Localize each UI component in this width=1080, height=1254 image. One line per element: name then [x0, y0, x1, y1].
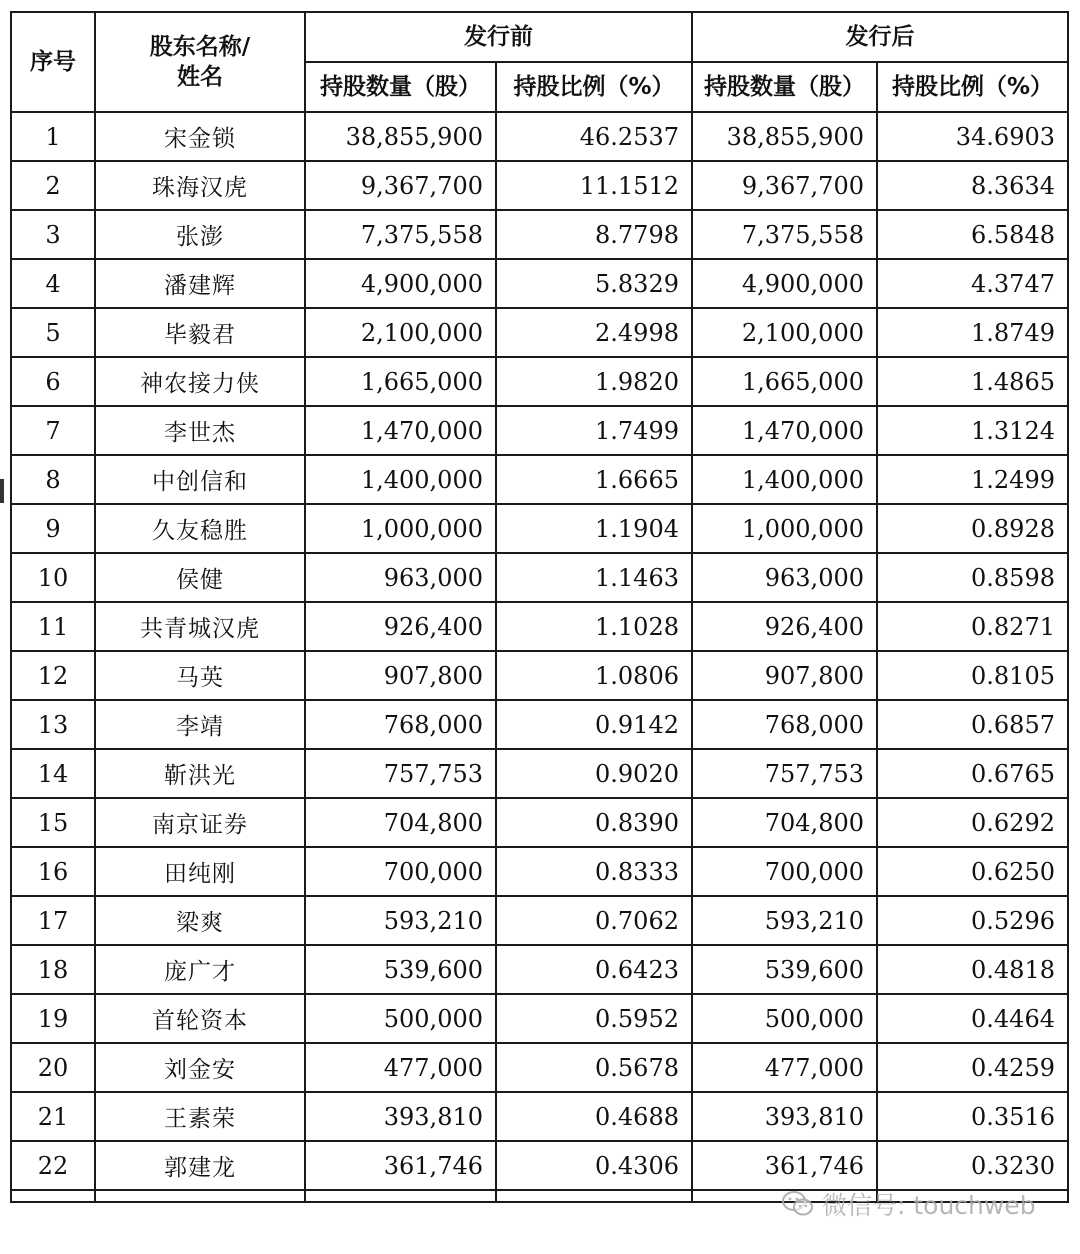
table-row — [11, 455, 1068, 504]
cell-index: 16 — [11, 847, 95, 896]
cell-ratio-after: 0.8105 — [877, 651, 1068, 700]
cell-index: 19 — [11, 994, 95, 1043]
cell-ratio-after: 0.6292 — [877, 798, 1068, 847]
cell-shares-before: 1,470,000 — [305, 406, 496, 455]
cell-shareholder-name: 南京证券 — [95, 798, 305, 847]
cell-index: 17 — [11, 896, 95, 945]
watermark — [782, 1186, 1036, 1222]
cell-ratio-before: 5.8329 — [496, 259, 692, 308]
cell-shareholder-name: 郭建龙 — [95, 1141, 305, 1190]
cell-shareholder-name: 王素荣 — [95, 1092, 305, 1141]
shareholder-table-container — [10, 11, 1069, 1203]
cell-shares-after: 1,470,000 — [692, 406, 877, 455]
cell-shares-after: 593,210 — [692, 896, 877, 945]
cell-ratio-after: 34.6903 — [877, 112, 1068, 161]
cell-shares-after: 7,375,558 — [692, 210, 877, 259]
cell-index: 6 — [11, 357, 95, 406]
cell-ratio-before: 2.4998 — [496, 308, 692, 357]
wechat-icon — [782, 1190, 814, 1218]
cell-ratio-before: 1.1028 — [496, 602, 692, 651]
table-row — [11, 1141, 1068, 1190]
table-row — [11, 945, 1068, 994]
cell-shareholder-name: 神农接力侠 — [95, 357, 305, 406]
cell-shares-before: 1,000,000 — [305, 504, 496, 553]
cell-ratio-after: 0.6250 — [877, 847, 1068, 896]
cell-shares-after: 704,800 — [692, 798, 877, 847]
cell-index: 18 — [11, 945, 95, 994]
cell-shareholder-name: 李世杰 — [95, 406, 305, 455]
cell-shareholder-name: 宋金锁 — [95, 112, 305, 161]
header-shares-after: 持股数量（股） — [692, 62, 877, 112]
cell-shareholder-name: 梁爽 — [95, 896, 305, 945]
cell-shares-after: 38,855,900 — [692, 112, 877, 161]
cell-index: 3 — [11, 210, 95, 259]
cell-ratio-before: 0.4306 — [496, 1141, 692, 1190]
cell-shares-after: 9,367,700 — [692, 161, 877, 210]
cell-ratio-before: 1.1463 — [496, 553, 692, 602]
cell-shares-after: 1,000,000 — [692, 504, 877, 553]
table-row — [11, 161, 1068, 210]
cell-shareholder-name: 中创信和 — [95, 455, 305, 504]
cell-index: 20 — [11, 1043, 95, 1092]
table-row — [11, 553, 1068, 602]
cell-shares-before: 4,900,000 — [305, 259, 496, 308]
cell-ratio-before: 46.2537 — [496, 112, 692, 161]
cell-ratio-after: 1.2499 — [877, 455, 1068, 504]
cell-shares-before: 7,375,558 — [305, 210, 496, 259]
cell-shareholder-name: 久友稳胜 — [95, 504, 305, 553]
cell-ratio-after: 0.8598 — [877, 553, 1068, 602]
cell-ratio-after: 1.3124 — [877, 406, 1068, 455]
cell-shares-before: 38,855,900 — [305, 112, 496, 161]
table-row — [11, 210, 1068, 259]
cell-index: 8 — [11, 455, 95, 504]
cell-shares-before: 1,400,000 — [305, 455, 496, 504]
cell-shares-after: 539,600 — [692, 945, 877, 994]
cell-shares-after: 926,400 — [692, 602, 877, 651]
cell-shares-before: 500,000 — [305, 994, 496, 1043]
table-row — [11, 896, 1068, 945]
cell-shares-before: 700,000 — [305, 847, 496, 896]
table-row — [11, 847, 1068, 896]
cell-shareholder-name: 田纯刚 — [95, 847, 305, 896]
cell-shares-before: 926,400 — [305, 602, 496, 651]
cell-shareholder-name: 珠海汉虎 — [95, 161, 305, 210]
cell-shareholder-name: 潘建辉 — [95, 259, 305, 308]
cell-shares-before: 2,100,000 — [305, 308, 496, 357]
cell-index: 9 — [11, 504, 95, 553]
cell-index: 21 — [11, 1092, 95, 1141]
header-after-issuance: 发行后 — [692, 12, 1068, 62]
cell-shares-after: 757,753 — [692, 749, 877, 798]
cell-index: 7 — [11, 406, 95, 455]
table-header — [11, 12, 1068, 112]
cell-index: 12 — [11, 651, 95, 700]
cell-shares-after: 2,100,000 — [692, 308, 877, 357]
table-row — [11, 798, 1068, 847]
cell-ratio-after: 4.3747 — [877, 259, 1068, 308]
cell-ratio-after: 0.8928 — [877, 504, 1068, 553]
cell-ratio-after: 0.3516 — [877, 1092, 1068, 1141]
table-row — [11, 1043, 1068, 1092]
cell-shares-after: 4,900,000 — [692, 259, 877, 308]
cell-shareholder-name: 张澎 — [95, 210, 305, 259]
cell-shareholder-name: 庞广才 — [95, 945, 305, 994]
cell-ratio-after: 0.8271 — [877, 602, 1068, 651]
table-row — [11, 357, 1068, 406]
cell-ratio-before: 1.9820 — [496, 357, 692, 406]
cell-shareholder-name: 马英 — [95, 651, 305, 700]
cell-shareholder-name: 靳洪光 — [95, 749, 305, 798]
table-body — [11, 112, 1068, 1202]
cell-index: 14 — [11, 749, 95, 798]
cell-shares-after: 393,810 — [692, 1092, 877, 1141]
cell-index: 22 — [11, 1141, 95, 1190]
table-row — [11, 602, 1068, 651]
cell-ratio-before: 0.9020 — [496, 749, 692, 798]
cell-ratio-after: 0.3230 — [877, 1141, 1068, 1190]
cell-shares-after: 1,665,000 — [692, 357, 877, 406]
table-row — [11, 994, 1068, 1043]
watermark-text: 微信号: touchweb — [822, 1191, 1036, 1220]
cell-ratio-before: 0.8333 — [496, 847, 692, 896]
cell-shares-before: 361,746 — [305, 1141, 496, 1190]
cell-shareholder-name: 共青城汉虎 — [95, 602, 305, 651]
cell-ratio-after: 8.3634 — [877, 161, 1068, 210]
cell-index: 11 — [11, 602, 95, 651]
table-row — [11, 749, 1068, 798]
header-name — [95, 12, 305, 112]
empty-cell — [11, 1190, 95, 1202]
table-row — [11, 651, 1068, 700]
cell-ratio-after: 0.4818 — [877, 945, 1068, 994]
cell-shares-after: 963,000 — [692, 553, 877, 602]
cell-shares-before: 963,000 — [305, 553, 496, 602]
header-name-line2: 姓名 — [177, 64, 223, 90]
header-name-line1: 股东名称/ — [149, 34, 251, 60]
cell-shares-after: 1,400,000 — [692, 455, 877, 504]
cell-shares-after: 907,800 — [692, 651, 877, 700]
cell-index: 5 — [11, 308, 95, 357]
cell-shares-after: 700,000 — [692, 847, 877, 896]
cell-ratio-before: 0.5678 — [496, 1043, 692, 1092]
cell-ratio-before: 1.7499 — [496, 406, 692, 455]
cell-index: 2 — [11, 161, 95, 210]
cell-ratio-before: 1.1904 — [496, 504, 692, 553]
cell-ratio-before: 0.4688 — [496, 1092, 692, 1141]
cell-shares-before: 9,367,700 — [305, 161, 496, 210]
cell-shares-after: 768,000 — [692, 700, 877, 749]
table-row — [11, 259, 1068, 308]
table-row — [11, 406, 1068, 455]
cell-shares-before: 477,000 — [305, 1043, 496, 1092]
cell-shares-before: 907,800 — [305, 651, 496, 700]
header-before-issuance: 发行前 — [305, 12, 692, 62]
cell-shares-before: 393,810 — [305, 1092, 496, 1141]
cell-ratio-after: 1.4865 — [877, 357, 1068, 406]
header-index: 序号 — [11, 12, 95, 112]
cell-ratio-after: 0.4259 — [877, 1043, 1068, 1092]
cell-index: 15 — [11, 798, 95, 847]
cell-shares-before: 768,000 — [305, 700, 496, 749]
cell-ratio-after: 0.4464 — [877, 994, 1068, 1043]
cell-ratio-before: 0.5952 — [496, 994, 692, 1043]
table-row — [11, 700, 1068, 749]
cell-ratio-before: 8.7798 — [496, 210, 692, 259]
cell-ratio-after: 0.5296 — [877, 896, 1068, 945]
cell-ratio-before: 0.6423 — [496, 945, 692, 994]
table-row — [11, 504, 1068, 553]
cell-shareholder-name: 毕毅君 — [95, 308, 305, 357]
cell-ratio-before: 1.6665 — [496, 455, 692, 504]
cell-shares-before: 704,800 — [305, 798, 496, 847]
cell-index: 4 — [11, 259, 95, 308]
cell-index: 1 — [11, 112, 95, 161]
cell-shares-after: 477,000 — [692, 1043, 877, 1092]
cell-shareholder-name: 李靖 — [95, 700, 305, 749]
cell-shares-before: 757,753 — [305, 749, 496, 798]
table-row — [11, 1092, 1068, 1141]
table-row — [11, 112, 1068, 161]
empty-cell — [496, 1190, 692, 1202]
cell-ratio-after: 0.6765 — [877, 749, 1068, 798]
empty-cell — [305, 1190, 496, 1202]
cell-shareholder-name: 侯健 — [95, 553, 305, 602]
cell-index: 10 — [11, 553, 95, 602]
header-ratio-before: 持股比例（%） — [496, 62, 692, 112]
cell-ratio-before: 11.1512 — [496, 161, 692, 210]
cell-shares-after: 500,000 — [692, 994, 877, 1043]
cell-shares-before: 539,600 — [305, 945, 496, 994]
cell-shares-before: 593,210 — [305, 896, 496, 945]
empty-cell — [95, 1190, 305, 1202]
margin-mark — [0, 479, 4, 503]
cell-ratio-before: 1.0806 — [496, 651, 692, 700]
cell-ratio-before: 0.9142 — [496, 700, 692, 749]
cell-index: 13 — [11, 700, 95, 749]
cell-ratio-before: 0.7062 — [496, 896, 692, 945]
cell-shares-after: 361,746 — [692, 1141, 877, 1190]
cell-ratio-after: 6.5848 — [877, 210, 1068, 259]
cell-shareholder-name: 刘金安 — [95, 1043, 305, 1092]
cell-shareholder-name: 首轮资本 — [95, 994, 305, 1043]
cell-ratio-before: 0.8390 — [496, 798, 692, 847]
cell-ratio-after: 1.8749 — [877, 308, 1068, 357]
table-row — [11, 308, 1068, 357]
cell-shares-before: 1,665,000 — [305, 357, 496, 406]
header-ratio-after: 持股比例（%） — [877, 62, 1068, 112]
cell-ratio-after: 0.6857 — [877, 700, 1068, 749]
shareholder-table — [10, 11, 1069, 1203]
header-shares-before: 持股数量（股） — [305, 62, 496, 112]
